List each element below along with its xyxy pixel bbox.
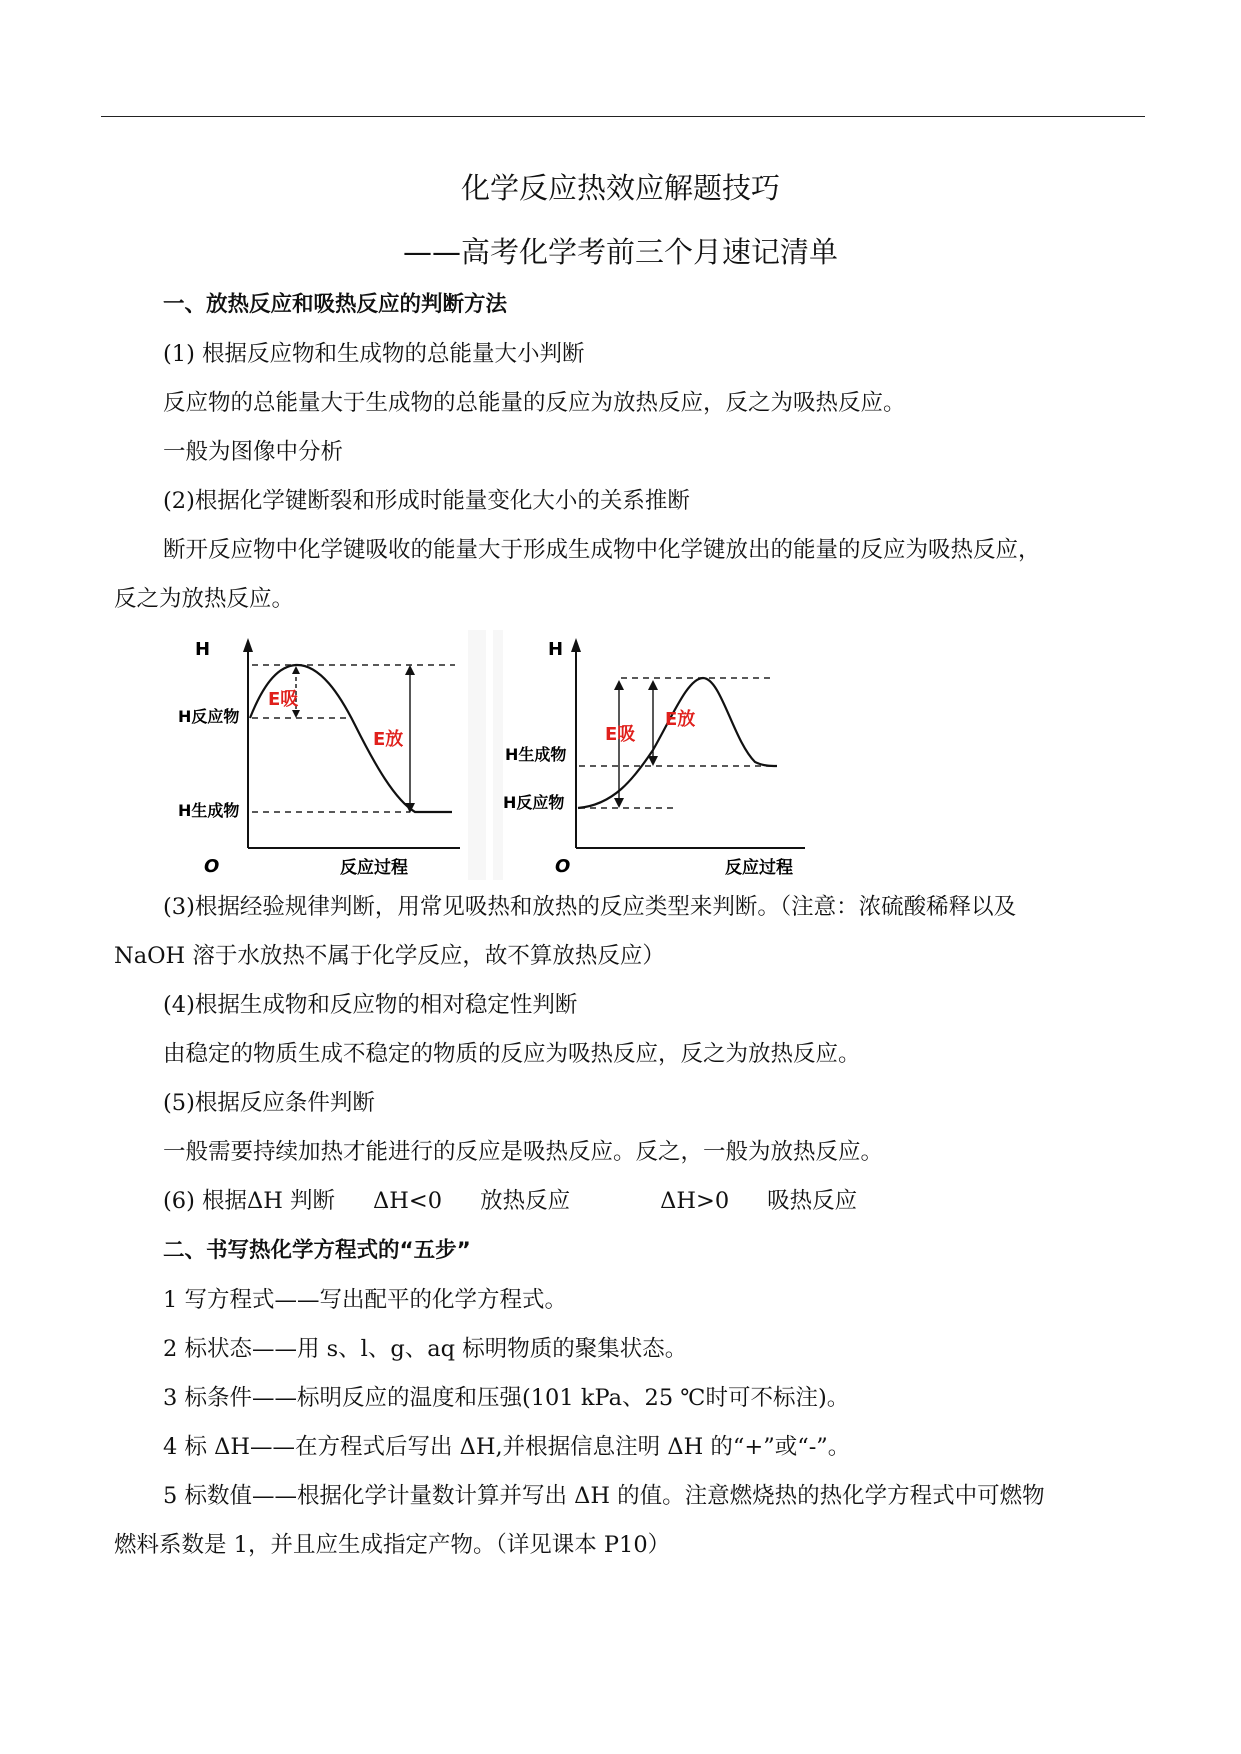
h-product-label: H生成物 bbox=[505, 745, 567, 764]
h-product-label: H生成物 bbox=[178, 801, 240, 820]
origin-label: O bbox=[555, 856, 571, 877]
step2: 2 标状态——用 s、l、g、aq 标明物质的聚集状态。 bbox=[163, 1336, 688, 1362]
delta-h-positive: ΔH>0 bbox=[660, 1188, 730, 1214]
origin-label: O bbox=[204, 856, 220, 877]
exothermic-energy-diagram bbox=[170, 630, 486, 880]
method2-text-line2: 反之为放热反应。 bbox=[114, 586, 295, 612]
step3: 3 标条件——标明反应的温度和压强(101 kPa、25 ℃时可不标注)。 bbox=[163, 1385, 850, 1411]
method1-note: 一般为图像中分析 bbox=[163, 439, 344, 465]
method4-text: 由稳定的物质生成不稳定的物质的反应为吸热反应，反之为放热反应。 bbox=[163, 1041, 861, 1067]
step5-line1: 5 标数值——根据化学计量数计算并写出 ΔH 的值。注意燃烧热的热化学方程式中可燃物 bbox=[163, 1483, 1045, 1509]
method2-text-line1: 断开反应物中化学键吸收的能量大于形成生成物中化学键放出的能量的反应为吸热反应， bbox=[163, 537, 1041, 563]
section2-heading: 二、书写热化学方程式的“五步” bbox=[163, 1238, 471, 1263]
h-reactant-label: H反应物 bbox=[503, 793, 565, 812]
e-release-label: E放 bbox=[373, 729, 404, 750]
e-absorb-label: E吸 bbox=[268, 689, 299, 710]
e-absorb-label: E吸 bbox=[605, 724, 636, 745]
step4: 4 标 ΔH——在方程式后写出 ΔH,并根据信息注明 ΔH 的“+”或“-”。 bbox=[163, 1434, 851, 1460]
method5-title: (5)根据反应条件判断 bbox=[163, 1090, 375, 1116]
x-axis-label: 反应过程 bbox=[340, 858, 408, 878]
endothermic-label: 吸热反应 bbox=[767, 1188, 858, 1214]
delta-h-negative: ΔH<0 bbox=[373, 1188, 443, 1214]
method1-text: 反应物的总能量大于生成物的总能量的反应为放热反应，反之为吸热反应。 bbox=[163, 390, 906, 416]
step5-line2: 燃料系数是 1，并且应生成指定产物。（详见课本 P10） bbox=[114, 1532, 671, 1558]
step1: 1 写方程式——写出配平的化学方程式。 bbox=[163, 1287, 567, 1313]
method1-title: (1) 根据反应物和生成物的总能量大小判断 bbox=[163, 341, 585, 367]
y-axis-label: H bbox=[548, 639, 564, 660]
y-axis-label: H bbox=[195, 639, 211, 660]
method6-lead: (6) 根据ΔH 判断 bbox=[163, 1188, 336, 1214]
header-rule bbox=[101, 116, 1145, 117]
method5-text: 一般需要持续加热才能进行的反应是吸热反应。反之，一般为放热反应。 bbox=[163, 1139, 884, 1165]
method4-title: (4)根据生成物和反应物的相对稳定性判断 bbox=[163, 992, 578, 1018]
method2-title: (2)根据化学键断裂和形成时能量变化大小的关系推断 bbox=[163, 488, 690, 514]
exothermic-label: 放热反应 bbox=[480, 1188, 571, 1214]
section1-heading: 一、放热反应和吸热反应的判断方法 bbox=[163, 292, 508, 317]
method3-line2: NaOH 溶于水放热不属于化学反应，故不算放热反应） bbox=[114, 943, 665, 969]
h-reactant-label: H反应物 bbox=[178, 707, 240, 726]
method3-line1: (3)根据经验规律判断，用常见吸热和放热的反应类型来判断。（注意：浓硫酸稀释以及 bbox=[163, 894, 1017, 920]
endothermic-energy-diagram bbox=[493, 630, 823, 880]
page-title: 化学反应热效应解题技巧 bbox=[460, 171, 780, 205]
method6-line bbox=[163, 1186, 857, 1216]
page-subtitle: ——高考化学考前三个月速记清单 bbox=[402, 235, 838, 269]
e-release-label: E放 bbox=[665, 709, 696, 730]
x-axis-label: 反应过程 bbox=[725, 858, 793, 878]
